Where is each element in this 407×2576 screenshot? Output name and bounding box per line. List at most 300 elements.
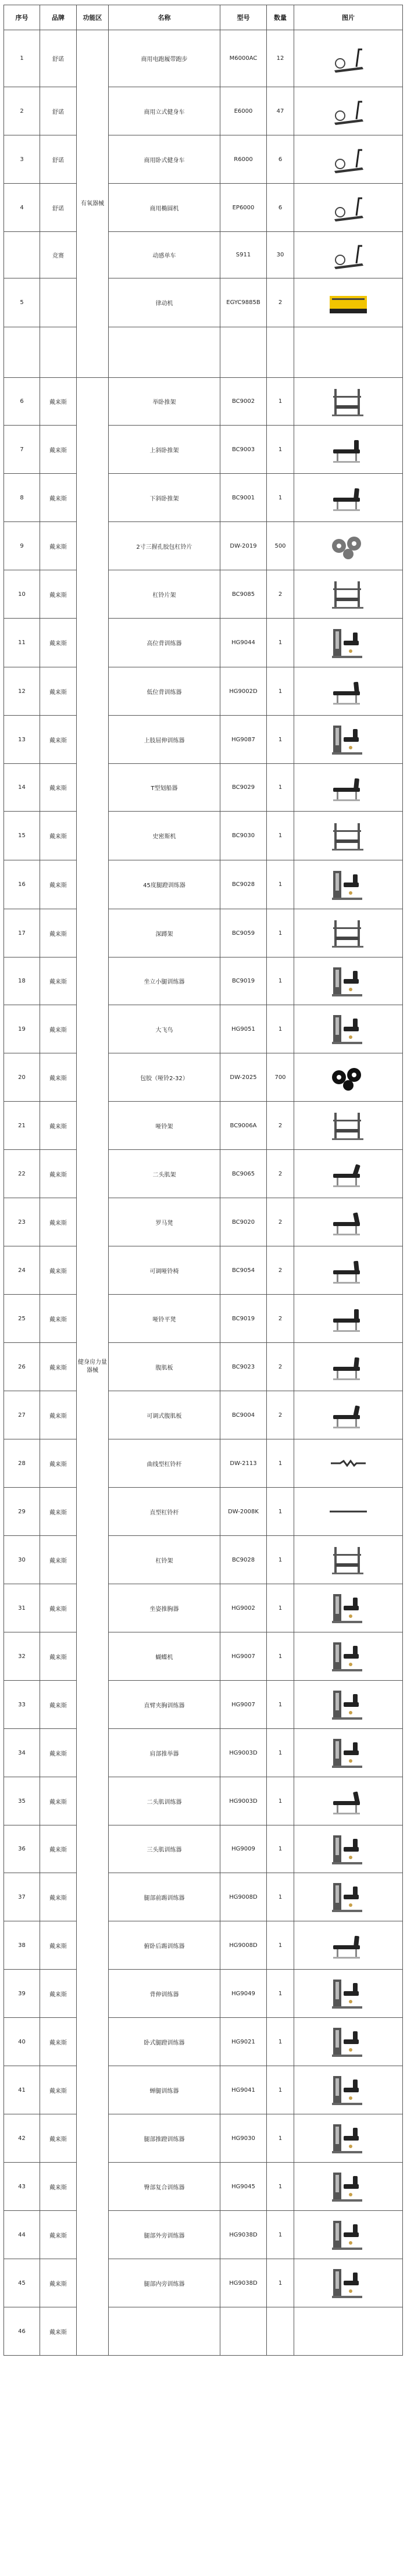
row-name: 杠铃架 <box>109 1536 220 1584</box>
row-index: 7 <box>4 426 40 474</box>
row-model: HG9051 <box>220 1005 267 1053</box>
row-picture <box>294 1391 403 1439</box>
row-brand <box>40 278 77 327</box>
row-model: BC9029 <box>220 764 267 812</box>
row-name <box>109 327 220 378</box>
row-index: 25 <box>4 1295 40 1343</box>
row-quantity: 1 <box>267 812 294 860</box>
row-brand: 戴来斯 <box>40 957 77 1005</box>
row-picture <box>294 909 403 957</box>
row-quantity: 1 <box>267 1584 294 1632</box>
row-index: 46 <box>4 2307 40 2356</box>
row-brand: 戴来斯 <box>40 2163 77 2211</box>
row-index: 17 <box>4 909 40 957</box>
row-brand: 戴来斯 <box>40 812 77 860</box>
row-brand: 戴来斯 <box>40 1295 77 1343</box>
straight-bar-icon <box>327 1494 369 1529</box>
row-model: BC9059 <box>220 909 267 957</box>
row-quantity: 1 <box>267 1536 294 1584</box>
table-row <box>4 1295 403 1343</box>
smith-machine-icon <box>327 819 369 853</box>
row-brand: 戴来斯 <box>40 1439 77 1488</box>
row-quantity: 1 <box>267 1777 294 1825</box>
row-quantity: 1 <box>267 764 294 812</box>
row-picture <box>294 1343 403 1391</box>
row-quantity: 1 <box>267 1729 294 1777</box>
row-picture <box>294 135 403 184</box>
row-model: BC9004 <box>220 1391 267 1439</box>
row-picture <box>294 812 403 860</box>
table-row <box>4 1632 403 1681</box>
row-model: HG9002D <box>220 667 267 716</box>
row-quantity: 1 <box>267 2163 294 2211</box>
row-model: HG9003D <box>220 1729 267 1777</box>
row-model: HG9044 <box>220 619 267 667</box>
seated-row-icon <box>327 674 369 709</box>
row-brand: 戴来斯 <box>40 1970 77 2018</box>
row-index: 16 <box>4 860 40 909</box>
row-quantity: 1 <box>267 667 294 716</box>
row-quantity: 2 <box>267 278 294 327</box>
triceps-machine-icon <box>327 1832 369 1867</box>
row-name: 二头肌架 <box>109 1150 220 1198</box>
hip-abductor-icon <box>327 2217 369 2252</box>
row-quantity: 2 <box>267 1343 294 1391</box>
row-model: BC9019 <box>220 1295 267 1343</box>
row-name: 可调哑铃椅 <box>109 1246 220 1295</box>
bench-press-rack-icon <box>327 384 369 419</box>
row-picture <box>294 2307 403 2356</box>
row-quantity: 6 <box>267 184 294 232</box>
flat-bench-icon <box>327 1301 369 1336</box>
row-quantity: 2 <box>267 570 294 619</box>
row-index: 28 <box>4 1439 40 1488</box>
row-index <box>4 327 40 378</box>
row-name: 哑铃架 <box>109 1102 220 1150</box>
table-row <box>4 2018 403 2066</box>
table-row <box>4 667 403 716</box>
row-index: 31 <box>4 1584 40 1632</box>
table-row <box>4 327 403 378</box>
row-brand: 戴来斯 <box>40 2018 77 2066</box>
row-model: BC9023 <box>220 1343 267 1391</box>
incline-bench-icon <box>327 432 369 467</box>
row-brand: 戴来斯 <box>40 716 77 764</box>
table-row <box>4 1825 403 1873</box>
row-picture <box>294 1777 403 1825</box>
row-picture <box>294 619 403 667</box>
row-name: 三头肌训练器 <box>109 1825 220 1873</box>
row-picture <box>294 1295 403 1343</box>
row-name: 蝉腿训练器 <box>109 2066 220 2114</box>
row-model: HG9003D <box>220 1777 267 1825</box>
row-name: 坐姿推胸器 <box>109 1584 220 1632</box>
row-brand: 戴来斯 <box>40 1632 77 1681</box>
vibration-plate-icon <box>327 285 369 320</box>
row-model: DW-2113 <box>220 1439 267 1488</box>
multi-hip-icon <box>327 2169 369 2204</box>
table-row <box>4 812 403 860</box>
row-quantity: 1 <box>267 1439 294 1488</box>
row-brand: 戴来斯 <box>40 1921 77 1970</box>
row-picture <box>294 1150 403 1198</box>
row-model: BC9002 <box>220 378 267 426</box>
row-name: 45度腿蹬训练器 <box>109 860 220 909</box>
table-row <box>4 378 403 426</box>
row-quantity: 1 <box>267 1005 294 1053</box>
table-row <box>4 1246 403 1295</box>
row-name: 坐立小腿训练器 <box>109 957 220 1005</box>
back-extension-icon <box>327 1976 369 2011</box>
row-index: 35 <box>4 1777 40 1825</box>
header-zone: 功能区 <box>77 5 109 30</box>
table-row <box>4 957 403 1005</box>
biceps-curl-icon <box>327 1784 369 1818</box>
row-picture <box>294 1536 403 1584</box>
row-model: R6000 <box>220 135 267 184</box>
row-index: 44 <box>4 2211 40 2259</box>
row-quantity: 1 <box>267 1632 294 1681</box>
row-name: 商用立式健身车 <box>109 87 220 135</box>
table-row <box>4 1053 403 1102</box>
row-quantity: 1 <box>267 716 294 764</box>
row-index: 38 <box>4 1921 40 1970</box>
row-name: 动感单车 <box>109 232 220 278</box>
cable-crossover-icon <box>327 1012 369 1046</box>
row-brand: 戴来斯 <box>40 1873 77 1921</box>
row-picture <box>294 957 403 1005</box>
table-row <box>4 1970 403 2018</box>
row-name: 杠铃片架 <box>109 570 220 619</box>
row-model <box>220 327 267 378</box>
table-row <box>4 1439 403 1488</box>
row-index: 45 <box>4 2259 40 2307</box>
row-model: HG9007 <box>220 1632 267 1681</box>
glute-machine-icon <box>327 2073 369 2107</box>
dumbbells-icon <box>327 1060 369 1095</box>
upright-bike-icon <box>327 94 369 128</box>
table-row <box>4 1681 403 1729</box>
row-name: 包胶（哑铃2-32） <box>109 1053 220 1102</box>
row-model: BC9019 <box>220 957 267 1005</box>
row-model: BC9028 <box>220 1536 267 1584</box>
table-row <box>4 764 403 812</box>
row-index: 23 <box>4 1198 40 1246</box>
zone-cell: 健身房力量器械 <box>77 378 109 2356</box>
row-model: BC9020 <box>220 1198 267 1246</box>
row-model: BC9054 <box>220 1246 267 1295</box>
row-picture <box>294 30 403 87</box>
row-quantity: 500 <box>267 522 294 570</box>
row-picture <box>294 1921 403 1970</box>
row-quantity: 1 <box>267 1825 294 1873</box>
row-brand: 戴来斯 <box>40 2307 77 2356</box>
row-index: 5 <box>4 278 40 327</box>
row-brand: 戴来斯 <box>40 1488 77 1536</box>
row-picture <box>294 1873 403 1921</box>
preacher-curl-icon <box>327 1156 369 1191</box>
row-picture <box>294 1584 403 1632</box>
row-index: 39 <box>4 1970 40 2018</box>
row-name: 史密斯机 <box>109 812 220 860</box>
calf-raise-icon <box>327 964 369 999</box>
row-picture <box>294 1825 403 1873</box>
row-brand: 戴来斯 <box>40 860 77 909</box>
row-name: 高位背训练器 <box>109 619 220 667</box>
row-picture <box>294 327 403 378</box>
row-quantity: 2 <box>267 1198 294 1246</box>
table-row <box>4 2259 403 2307</box>
plate-tree-icon <box>327 577 369 612</box>
row-quantity: 2 <box>267 1150 294 1198</box>
row-brand: 舒诺 <box>40 30 77 87</box>
row-quantity: 2 <box>267 1391 294 1439</box>
row-model: BC9085 <box>220 570 267 619</box>
row-index: 36 <box>4 1825 40 1873</box>
row-quantity: 1 <box>267 2114 294 2163</box>
table-row <box>4 278 403 327</box>
header-index: 序号 <box>4 5 40 30</box>
leg-push-icon <box>327 2121 369 2156</box>
row-picture <box>294 184 403 232</box>
table-row <box>4 30 403 87</box>
row-index: 32 <box>4 1632 40 1681</box>
hip-adductor-icon <box>327 2266 369 2300</box>
header-name: 名称 <box>109 5 220 30</box>
row-name: 腿部内旁训练器 <box>109 2259 220 2307</box>
row-model <box>220 2307 267 2356</box>
table-row <box>4 135 403 184</box>
row-index: 20 <box>4 1053 40 1102</box>
row-brand: 戴来斯 <box>40 2066 77 2114</box>
row-name: 上斜卧推架 <box>109 426 220 474</box>
row-name: 直型杠铃杆 <box>109 1488 220 1536</box>
row-name: 曲线型杠铃杆 <box>109 1439 220 1488</box>
adjustable-ab-board-icon <box>327 1398 369 1432</box>
shoulder-press-icon <box>327 1735 369 1770</box>
row-picture <box>294 1681 403 1729</box>
row-quantity: 1 <box>267 2211 294 2259</box>
chest-press-icon <box>327 1591 369 1625</box>
row-model: HG9041 <box>220 2066 267 2114</box>
squat-rack-icon <box>327 916 369 951</box>
row-model: HG9008D <box>220 1921 267 1970</box>
row-model: HG9038D <box>220 2211 267 2259</box>
row-picture <box>294 716 403 764</box>
row-picture <box>294 278 403 327</box>
row-quantity: 700 <box>267 1053 294 1102</box>
row-quantity: 2 <box>267 1295 294 1343</box>
row-name: 俯卧后踢训练器 <box>109 1921 220 1970</box>
row-name: T型划船器 <box>109 764 220 812</box>
row-brand: 戴来斯 <box>40 1102 77 1150</box>
row-picture <box>294 1102 403 1150</box>
row-brand: 戴来斯 <box>40 1681 77 1729</box>
row-name: 臀部复合训练器 <box>109 2163 220 2211</box>
table-row <box>4 522 403 570</box>
row-index: 13 <box>4 716 40 764</box>
row-name: 商用椭圆机 <box>109 184 220 232</box>
row-model: HG9087 <box>220 716 267 764</box>
row-picture <box>294 1970 403 2018</box>
row-model: EGYC9885B <box>220 278 267 327</box>
arm-machine-icon <box>327 722 369 757</box>
row-index: 41 <box>4 2066 40 2114</box>
row-name: 腿部前踢训练器 <box>109 1873 220 1921</box>
table-row <box>4 2114 403 2163</box>
header-brand: 品牌 <box>40 5 77 30</box>
table-row <box>4 1150 403 1198</box>
leg-press-icon <box>327 867 369 902</box>
table-row <box>4 1777 403 1825</box>
ab-board-icon <box>327 1349 369 1384</box>
row-model: E6000 <box>220 87 267 135</box>
equipment-table <box>3 5 403 2356</box>
header-picture: 图片 <box>294 5 403 30</box>
row-quantity: 30 <box>267 232 294 278</box>
row-quantity: 12 <box>267 30 294 87</box>
row-brand: 戴来斯 <box>40 1198 77 1246</box>
header-quantity: 数量 <box>267 5 294 30</box>
row-brand: 戴来斯 <box>40 764 77 812</box>
row-brand: 戴来斯 <box>40 570 77 619</box>
row-model: BC9001 <box>220 474 267 522</box>
row-quantity: 6 <box>267 135 294 184</box>
table-row <box>4 1729 403 1777</box>
table-row <box>4 474 403 522</box>
row-name <box>109 2307 220 2356</box>
table-row <box>4 1873 403 1921</box>
row-name: 腿部推蹬训练器 <box>109 2114 220 2163</box>
row-picture <box>294 2114 403 2163</box>
row-picture <box>294 1729 403 1777</box>
row-model: HG9009 <box>220 1825 267 1873</box>
row-index: 27 <box>4 1391 40 1439</box>
row-brand: 戴来斯 <box>40 1391 77 1439</box>
spin-bike-icon <box>327 238 369 273</box>
row-model: HG9038D <box>220 2259 267 2307</box>
row-model: HG9021 <box>220 2018 267 2066</box>
table-row <box>4 860 403 909</box>
row-brand: 戴来斯 <box>40 2114 77 2163</box>
row-index: 4 <box>4 184 40 232</box>
row-model: HG9030 <box>220 2114 267 2163</box>
row-index: 2 <box>4 87 40 135</box>
row-index <box>4 232 40 278</box>
row-model: EP6000 <box>220 184 267 232</box>
row-index: 22 <box>4 1150 40 1198</box>
row-index: 24 <box>4 1246 40 1295</box>
row-name: 罗马凳 <box>109 1198 220 1246</box>
row-quantity: 2 <box>267 1246 294 1295</box>
row-model: DW-2025 <box>220 1053 267 1102</box>
row-index: 40 <box>4 2018 40 2066</box>
row-picture <box>294 2018 403 2066</box>
table-row <box>4 232 403 278</box>
row-picture <box>294 860 403 909</box>
row-brand: 戴来斯 <box>40 1777 77 1825</box>
row-index: 29 <box>4 1488 40 1536</box>
row-name: 下斜卧推架 <box>109 474 220 522</box>
row-index: 1 <box>4 30 40 87</box>
row-quantity: 47 <box>267 87 294 135</box>
row-name: 肩部推举器 <box>109 1729 220 1777</box>
weight-plates-icon <box>327 528 369 563</box>
row-name: 可调式腹肌板 <box>109 1391 220 1439</box>
row-brand: 戴来斯 <box>40 1729 77 1777</box>
table-row <box>4 1005 403 1053</box>
row-index: 9 <box>4 522 40 570</box>
row-index: 6 <box>4 378 40 426</box>
adjustable-bench-icon <box>327 1253 369 1288</box>
table-row <box>4 716 403 764</box>
seated-leg-press-icon <box>327 2024 369 2059</box>
row-quantity: 1 <box>267 378 294 426</box>
table-row <box>4 1102 403 1150</box>
row-brand: 戴来斯 <box>40 1536 77 1584</box>
row-brand: 戴来斯 <box>40 1053 77 1102</box>
table-row <box>4 2211 403 2259</box>
row-quantity <box>267 327 294 378</box>
row-quantity: 1 <box>267 1873 294 1921</box>
table-row <box>4 1343 403 1391</box>
row-brand: 戴来斯 <box>40 1246 77 1295</box>
row-brand: 戴来斯 <box>40 1150 77 1198</box>
row-name: 腿部外旁训练器 <box>109 2211 220 2259</box>
row-picture <box>294 2211 403 2259</box>
row-quantity: 1 <box>267 426 294 474</box>
row-name: 哑铃平凳 <box>109 1295 220 1343</box>
decline-bench-icon <box>327 480 369 515</box>
table-row <box>4 1584 403 1632</box>
row-model: DW-2019 <box>220 522 267 570</box>
row-brand: 竞赛 <box>40 232 77 278</box>
table-row <box>4 2163 403 2211</box>
row-name: 腹肌板 <box>109 1343 220 1391</box>
row-picture <box>294 570 403 619</box>
row-brand: 戴来斯 <box>40 619 77 667</box>
row-name: 蝴蝶机 <box>109 1632 220 1681</box>
row-quantity: 1 <box>267 1921 294 1970</box>
row-picture <box>294 1439 403 1488</box>
row-quantity: 1 <box>267 860 294 909</box>
row-quantity: 1 <box>267 2066 294 2114</box>
row-brand: 舒诺 <box>40 87 77 135</box>
row-model: M6000AC <box>220 30 267 87</box>
row-quantity: 1 <box>267 957 294 1005</box>
row-quantity: 1 <box>267 2018 294 2066</box>
row-name: 低位背训练器 <box>109 667 220 716</box>
row-index: 21 <box>4 1102 40 1150</box>
row-picture <box>294 1198 403 1246</box>
row-picture <box>294 2066 403 2114</box>
row-picture <box>294 1246 403 1295</box>
row-model: BC9028 <box>220 860 267 909</box>
dumbbell-rack-icon <box>327 1108 369 1143</box>
row-index: 15 <box>4 812 40 860</box>
row-index: 42 <box>4 2114 40 2163</box>
row-quantity: 1 <box>267 619 294 667</box>
row-quantity: 1 <box>267 2259 294 2307</box>
table-row <box>4 2307 403 2356</box>
row-brand: 戴来斯 <box>40 1005 77 1053</box>
row-picture <box>294 426 403 474</box>
row-picture <box>294 1632 403 1681</box>
row-index: 10 <box>4 570 40 619</box>
row-quantity: 1 <box>267 1681 294 1729</box>
row-model: HG9045 <box>220 2163 267 2211</box>
row-quantity: 1 <box>267 474 294 522</box>
